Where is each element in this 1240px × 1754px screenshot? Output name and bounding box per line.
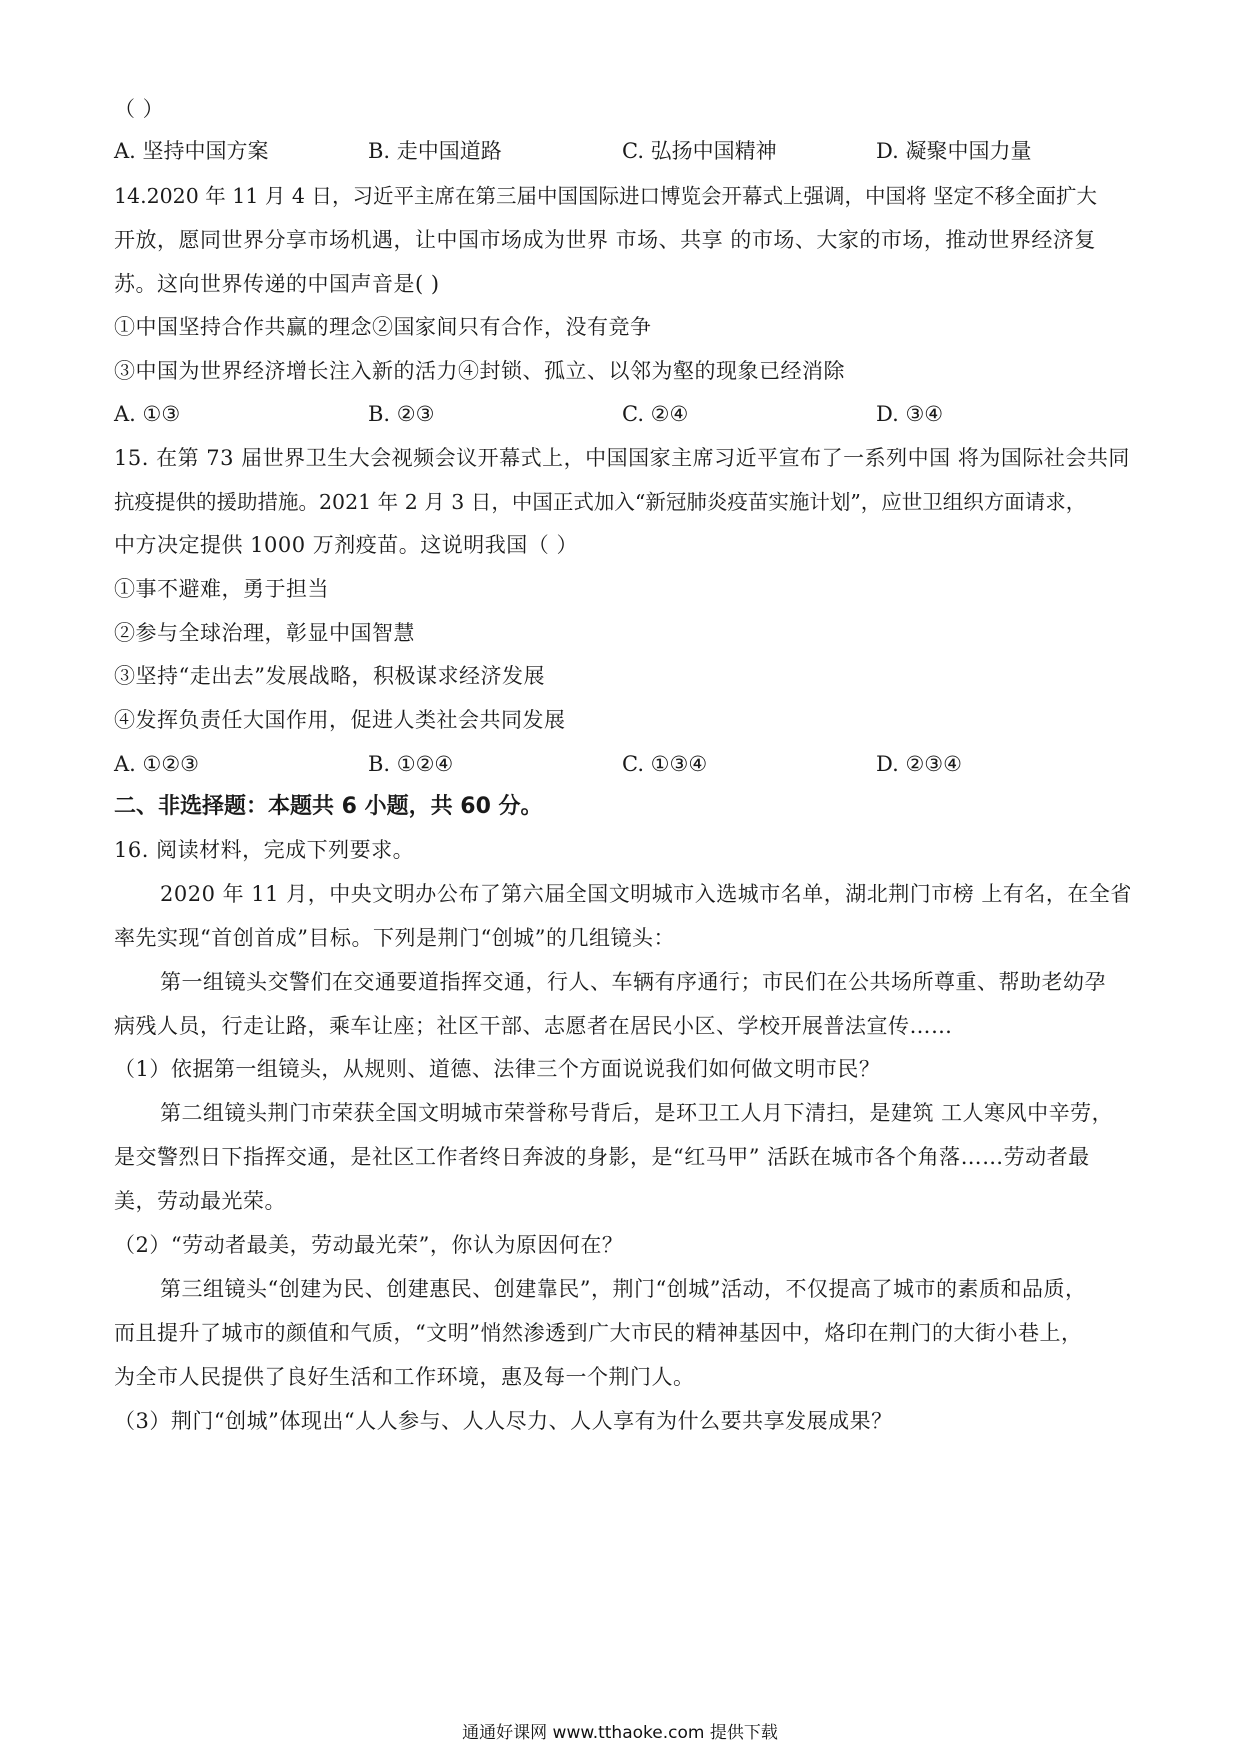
material-paragraph-line: 第一组镜头交警们在交通要道指挥交通，行人、车辆有序通行；市民们在公共场所尊重、帮助老幼孕 (160, 970, 1106, 994)
material-paragraph-line: 第三组镜头“创建为民、创建惠民、创建靠民”，荆门“创城”活动，不仅提高了城市的素质和品质， (160, 1277, 1087, 1301)
material-paragraph-line: 第二组镜头荆门市荣获全国文明城市荣誉称号背后，是环卫工人月下清扫，是建筑 工人寒风中辛劳， (160, 1101, 1114, 1125)
material-paragraph-line: 为全市人民提供了良好生活和工作环境，惠及每一个荆门人。 (114, 1365, 695, 1389)
q14-option-c: C. ②④ (622, 402, 689, 426)
q15-stem-line: 15. 在第 73 届世界卫生大会视频会议开幕式上，中国国家主席习近平宣布了一系列中国 将为国际社会共同 (114, 446, 1130, 470)
q15-statement: ①事不避难，勇于担当 (114, 577, 329, 601)
q15-stem-line: 中方决定提供 1000 万剂疫苗。这说明我国（ ） (114, 533, 578, 557)
q15-option-b: B. ①②④ (368, 752, 454, 776)
q14-stem-line: 苏。这向世界传递的中国声音是( ) (114, 272, 440, 296)
sub-question-2: （2）“劳动者最美，劳动最光荣”，你认为原因何在？ (114, 1233, 624, 1257)
footer-watermark: 通通好课网 www.tthaoke.com 提供下载 (462, 1723, 778, 1743)
q13-option-b: B. 走中国道路 (368, 139, 502, 163)
q15-option-a: A. ①②③ (114, 752, 199, 776)
q14-option-d: D. ③④ (876, 402, 944, 426)
q14-stem-line: 开放，愿同世界分享市场机遇，让中国市场成为世界 市场、共享 的市场、大家的市场，推动世界经济复 (114, 228, 1096, 252)
material-paragraph-line: 美，劳动最光荣。 (114, 1189, 286, 1213)
q14-options (114, 400, 1134, 428)
q13-answer-bracket: （ ） (114, 97, 165, 121)
material-paragraph-line: 病残人员，行走让路，乘车让座；社区干部、志愿者在居民小区、学校开展普法宣传…… (114, 1014, 953, 1038)
material-paragraph-line: 2020 年 11 月，中央文明办公布了第六届全国文明城市入选城市名单，湖北荆门市榜 上有名，在全省 (160, 882, 1132, 906)
material-paragraph-line: 而且提升了城市的颜值和气质，“文明”悄然渗透到广大市民的精神基因中，烙印在荆门的大街小巷上， (114, 1321, 1083, 1345)
q16-title: 16. 阅读材料，完成下列要求。 (114, 838, 415, 862)
q15-stem-line: 抗疫提供的援助措施。2021 年 2 月 3 日，中国正式加入“新冠肺炎疫苗实施计划”，应世卫组织方面请求， (114, 490, 1087, 514)
q15-options (114, 750, 1134, 778)
q15-option-c: C. ①③④ (622, 752, 708, 776)
q13-option-a: A. 坚持中国方案 (114, 139, 269, 163)
q13-option-d: D. 凝聚中国力量 (876, 139, 1032, 163)
q14-option-a: A. ①③ (114, 402, 181, 426)
q15-statement: ②参与全球治理，彰显中国智慧 (114, 621, 415, 645)
section-heading: 二、非选择题：本题共 6 小题，共 60 分。 (114, 794, 543, 819)
q15-option-d: D. ②③④ (876, 752, 962, 776)
q15-statement: ③坚持“走出去”发展战略，积极谋求经济发展 (114, 664, 545, 688)
material-paragraph-line: 是交警烈日下指挥交通，是社区工作者终日奔波的身影，是“红马甲” 活跃在城市各个角落……劳动者最 (114, 1145, 1090, 1169)
sub-question-3: （3）荆门“创城”体现出“人人参与、人人尽力、人人享有为什么要共享发展成果？ (114, 1409, 893, 1433)
q14-statement: ③中国为世界经济增长注入新的活力④封锁、孤立、以邻为壑的现象已经消除 (114, 359, 845, 383)
q14-stem-line: 14.2020 年 11 月 4 日，习近平主席在第三届中国国际进口博览会开幕式上强调，中国将 坚定不移全面扩大 (114, 184, 1097, 208)
q14-statement: ①中国坚持合作共赢的理念②国家间只有合作，没有竞争 (114, 315, 652, 339)
q13-options (114, 137, 1134, 165)
q15-statement: ④发挥负责任大国作用，促进人类社会共同发展 (114, 708, 566, 732)
q13-option-c: C. 弘扬中国精神 (622, 139, 777, 163)
sub-question-1: （1）依据第一组镜头，从规则、道德、法律三个方面说说我们如何做文明市民？ (114, 1057, 881, 1081)
q14-option-b: B. ②③ (368, 402, 435, 426)
material-paragraph-line: 率先实现“首创首成”目标。下列是荆门“创城”的几组镜头： (114, 926, 675, 950)
